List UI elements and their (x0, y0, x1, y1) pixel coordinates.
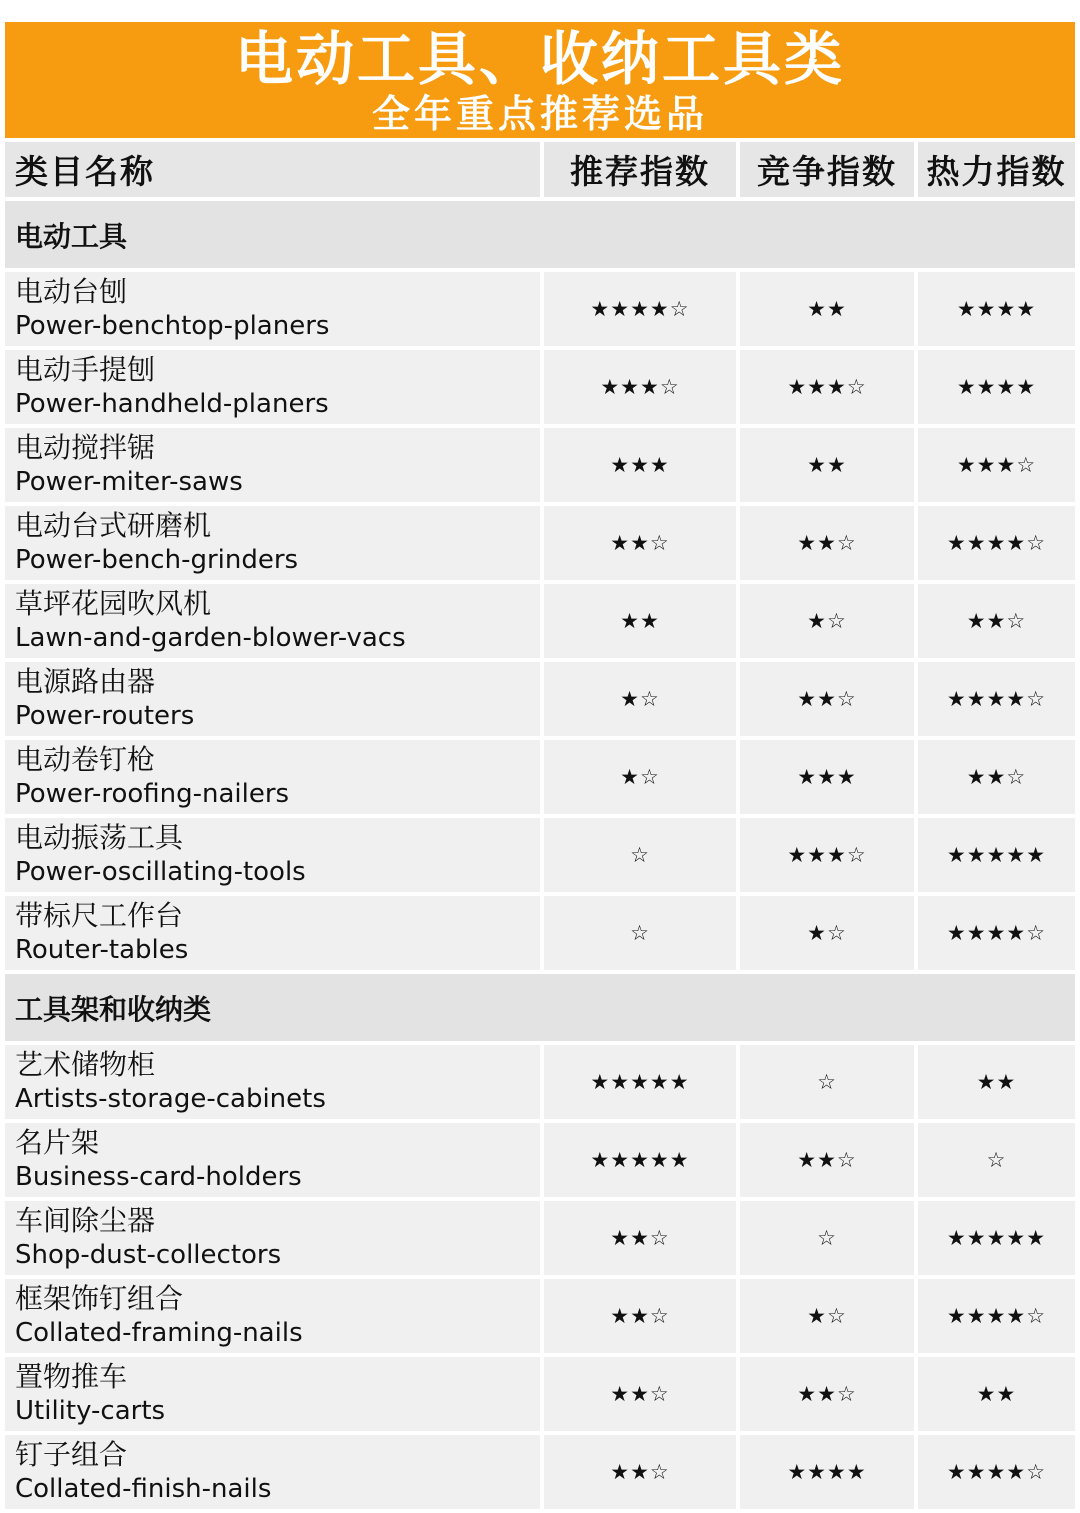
category-name-en: Shop-dust-collectors (15, 1240, 282, 1270)
category-name-cell (5, 1201, 540, 1275)
heat-index-cell (918, 818, 1075, 892)
recommend-index-cell (544, 1279, 736, 1353)
heat-index-cell (918, 740, 1075, 814)
recommend-index-cell (544, 506, 736, 580)
heat-index-cell (918, 350, 1075, 424)
category-name-cell (5, 662, 540, 736)
category-name-en: Collated-framing-nails (15, 1318, 303, 1348)
heat-index-cell (918, 428, 1075, 502)
heat-stars: ★★☆ (966, 765, 1027, 789)
category-name-zh: 带标尺工作台 (15, 899, 184, 932)
category-name-en: Lawn-and-garden-blower-vacs (15, 623, 406, 653)
competition-stars: ★☆ (807, 921, 847, 945)
recommend-stars: ★★★ (610, 453, 670, 477)
recommend-stars: ☆ (630, 843, 650, 867)
page-subtitle: 全年重点推荐选品 (371, 92, 708, 136)
competition-stars: ★★☆ (797, 1382, 857, 1406)
heat-stars: ★★★★☆ (946, 1304, 1047, 1328)
recommend-index-cell (544, 896, 736, 970)
competition-stars: ★☆ (807, 1304, 847, 1328)
heat-index-cell (918, 1045, 1075, 1119)
heat-index-cell (918, 662, 1075, 736)
table-row (5, 662, 1075, 736)
heat-index-cell (918, 584, 1075, 658)
recommend-stars: ★★☆ (610, 1226, 670, 1250)
category-name-cell (5, 1357, 540, 1431)
section-title: 电动工具 (15, 219, 128, 253)
heat-stars: ★★☆ (966, 609, 1027, 633)
heat-stars: ★★★★☆ (946, 1460, 1047, 1484)
category-name-cell (5, 428, 540, 502)
category-name-zh: 框架饰钉组合 (15, 1282, 184, 1315)
competition-index-cell (740, 1435, 914, 1509)
category-name-cell (5, 896, 540, 970)
heat-index-cell (918, 896, 1075, 970)
competition-index-cell (740, 1045, 914, 1119)
heat-index-cell (918, 1201, 1075, 1275)
competition-stars: ★★★☆ (787, 843, 867, 867)
category-name-zh: 艺术储物柜 (15, 1048, 156, 1081)
competition-index-cell (740, 584, 914, 658)
category-name-cell (5, 584, 540, 658)
category-name-cell (5, 1435, 540, 1509)
competition-stars: ★★★ (797, 765, 857, 789)
category-name-zh: 电动卷钉枪 (15, 743, 156, 776)
recommend-stars: ★★☆ (610, 1460, 670, 1484)
recommend-index-cell (544, 818, 736, 892)
column-header-label: 类目名称 (15, 152, 155, 191)
table-row (5, 584, 1075, 658)
competition-stars: ★★ (807, 297, 847, 321)
category-name-cell (5, 272, 540, 346)
category-name-en: Power-routers (15, 701, 195, 731)
table-row (5, 1279, 1075, 1353)
recommend-index-cell (544, 1357, 736, 1431)
section-header-cell (5, 201, 1075, 268)
heat-stars: ★★★★☆ (946, 687, 1047, 711)
category-name-en: Power-roofing-nailers (15, 779, 290, 809)
heat-stars: ☆ (986, 1148, 1007, 1172)
heat-index-cell (918, 1123, 1075, 1197)
category-name-zh: 钉子组合 (15, 1438, 128, 1471)
competition-stars: ☆ (817, 1070, 837, 1094)
recommend-stars: ★★★★★ (590, 1148, 690, 1172)
category-name-cell (5, 1279, 540, 1353)
recommend-index-cell (544, 1435, 736, 1509)
recommend-stars: ★★☆ (610, 1382, 670, 1406)
recommend-index-cell (544, 1045, 736, 1119)
category-name-en: Business-card-holders (15, 1162, 302, 1192)
category-name-en: Power-benchtop-planers (15, 311, 330, 341)
competition-stars: ☆ (817, 1226, 837, 1250)
recommend-stars: ★☆ (620, 765, 660, 789)
category-name-zh: 电动振荡工具 (15, 821, 184, 854)
column-header-label: 热力指数 (926, 152, 1067, 191)
section-title: 工具架和收纳类 (15, 992, 212, 1026)
competition-stars: ★★ (807, 453, 847, 477)
competition-index-cell (740, 896, 914, 970)
recommend-index-cell (544, 350, 736, 424)
table-row (5, 740, 1075, 814)
competition-stars: ★★★★ (787, 1460, 867, 1484)
heat-index-cell (918, 272, 1075, 346)
competition-stars: ★★☆ (797, 687, 857, 711)
heat-stars: ★★ (976, 1382, 1017, 1406)
competition-index-cell (740, 506, 914, 580)
heat-index-cell (918, 1357, 1075, 1431)
heat-stars: ★★★★☆ (946, 531, 1047, 555)
category-name-en: Router-tables (15, 935, 189, 965)
recommend-index-cell (544, 428, 736, 502)
category-name-en: Power-bench-grinders (15, 545, 299, 575)
competition-stars: ★★☆ (797, 1148, 857, 1172)
table-row (5, 1201, 1075, 1275)
column-header-label: 推荐指数 (570, 152, 710, 191)
category-name-cell (5, 1123, 540, 1197)
section-header-cell (5, 974, 1075, 1041)
table-row (5, 1435, 1075, 1509)
competition-index-cell (740, 428, 914, 502)
recommend-index-cell (544, 584, 736, 658)
category-name-en: Collated-finish-nails (15, 1474, 272, 1504)
competition-index-cell (740, 1279, 914, 1353)
recommend-stars: ★★★☆ (600, 375, 680, 399)
page-title: 电动工具、收纳工具类 (234, 25, 845, 93)
table-row (5, 272, 1075, 346)
heat-index-cell (918, 1279, 1075, 1353)
category-name-cell (5, 350, 540, 424)
recommend-stars: ☆ (630, 921, 650, 945)
competition-index-cell (740, 662, 914, 736)
category-name-zh: 电动台刨 (15, 275, 128, 308)
table-row (5, 818, 1075, 892)
competition-index-cell (740, 272, 914, 346)
heat-index-cell (918, 1435, 1075, 1509)
category-name-zh: 车间除尘器 (15, 1204, 156, 1237)
category-name-zh: 草坪花园吹风机 (15, 587, 212, 620)
category-name-en: Power-oscillating-tools (15, 857, 306, 887)
competition-index-cell (740, 818, 914, 892)
recommend-index-cell (544, 272, 736, 346)
recommend-stars: ★☆ (620, 687, 660, 711)
recommend-index-cell (544, 662, 736, 736)
category-name-cell (5, 1045, 540, 1119)
table-row (5, 350, 1075, 424)
category-name-zh: 置物推车 (15, 1360, 128, 1393)
recommend-stars: ★★ (620, 609, 660, 633)
column-header-label: 竞争指数 (757, 152, 897, 191)
competition-index-cell (740, 350, 914, 424)
column-header-heat (918, 142, 1075, 197)
column-header-competition (740, 142, 914, 197)
heat-stars: ★★★★★ (946, 1226, 1047, 1250)
heat-stars: ★★★★☆ (946, 921, 1047, 945)
table-row (5, 1045, 1075, 1119)
competition-stars: ★☆ (807, 609, 847, 633)
page-header (5, 22, 1075, 138)
heat-stars: ★★★★ (956, 375, 1037, 399)
category-name-cell (5, 506, 540, 580)
category-name-cell (5, 740, 540, 814)
competition-index-cell (740, 1201, 914, 1275)
category-name-cell (5, 818, 540, 892)
recommend-index-cell (544, 1123, 736, 1197)
recommend-index-cell (544, 1201, 736, 1275)
heat-stars: ★★★★★ (946, 843, 1047, 867)
table-row (5, 1123, 1075, 1197)
competition-stars: ★★☆ (797, 531, 857, 555)
column-header-name (5, 142, 540, 197)
recommend-stars: ★★★★★ (590, 1070, 690, 1094)
table-row (5, 1357, 1075, 1431)
competition-stars: ★★★☆ (787, 375, 867, 399)
recommend-stars: ★★☆ (610, 531, 670, 555)
recommend-stars: ★★★★☆ (590, 297, 690, 321)
section-header-row (5, 974, 1075, 1041)
heat-index-cell (918, 506, 1075, 580)
category-name-zh: 电动搅拌锯 (15, 431, 156, 464)
competition-index-cell (740, 740, 914, 814)
column-header-recommend (544, 142, 736, 197)
competition-index-cell (740, 1123, 914, 1197)
heat-stars: ★★ (976, 1070, 1017, 1094)
table-row (5, 896, 1075, 970)
category-name-zh: 电动手提刨 (15, 353, 156, 386)
table-row (5, 506, 1075, 580)
heat-stars: ★★★☆ (956, 453, 1037, 477)
category-name-zh: 名片架 (15, 1126, 100, 1159)
heat-stars: ★★★★ (956, 297, 1037, 321)
column-header-row (5, 142, 1075, 197)
table-row (5, 428, 1075, 502)
category-name-en: Power-handheld-planers (15, 389, 329, 419)
category-name-en: Power-miter-saws (15, 467, 243, 497)
ranking-table (5, 142, 1075, 1513)
section-header-row (5, 201, 1075, 268)
category-name-en: Utility-carts (15, 1396, 166, 1426)
competition-index-cell (740, 1357, 914, 1431)
recommend-stars: ★★☆ (610, 1304, 670, 1328)
category-name-zh: 电源路由器 (15, 665, 156, 698)
category-name-zh: 电动台式研磨机 (15, 509, 212, 542)
recommend-index-cell (544, 740, 736, 814)
category-name-en: Artists-storage-cabinets (15, 1084, 326, 1114)
